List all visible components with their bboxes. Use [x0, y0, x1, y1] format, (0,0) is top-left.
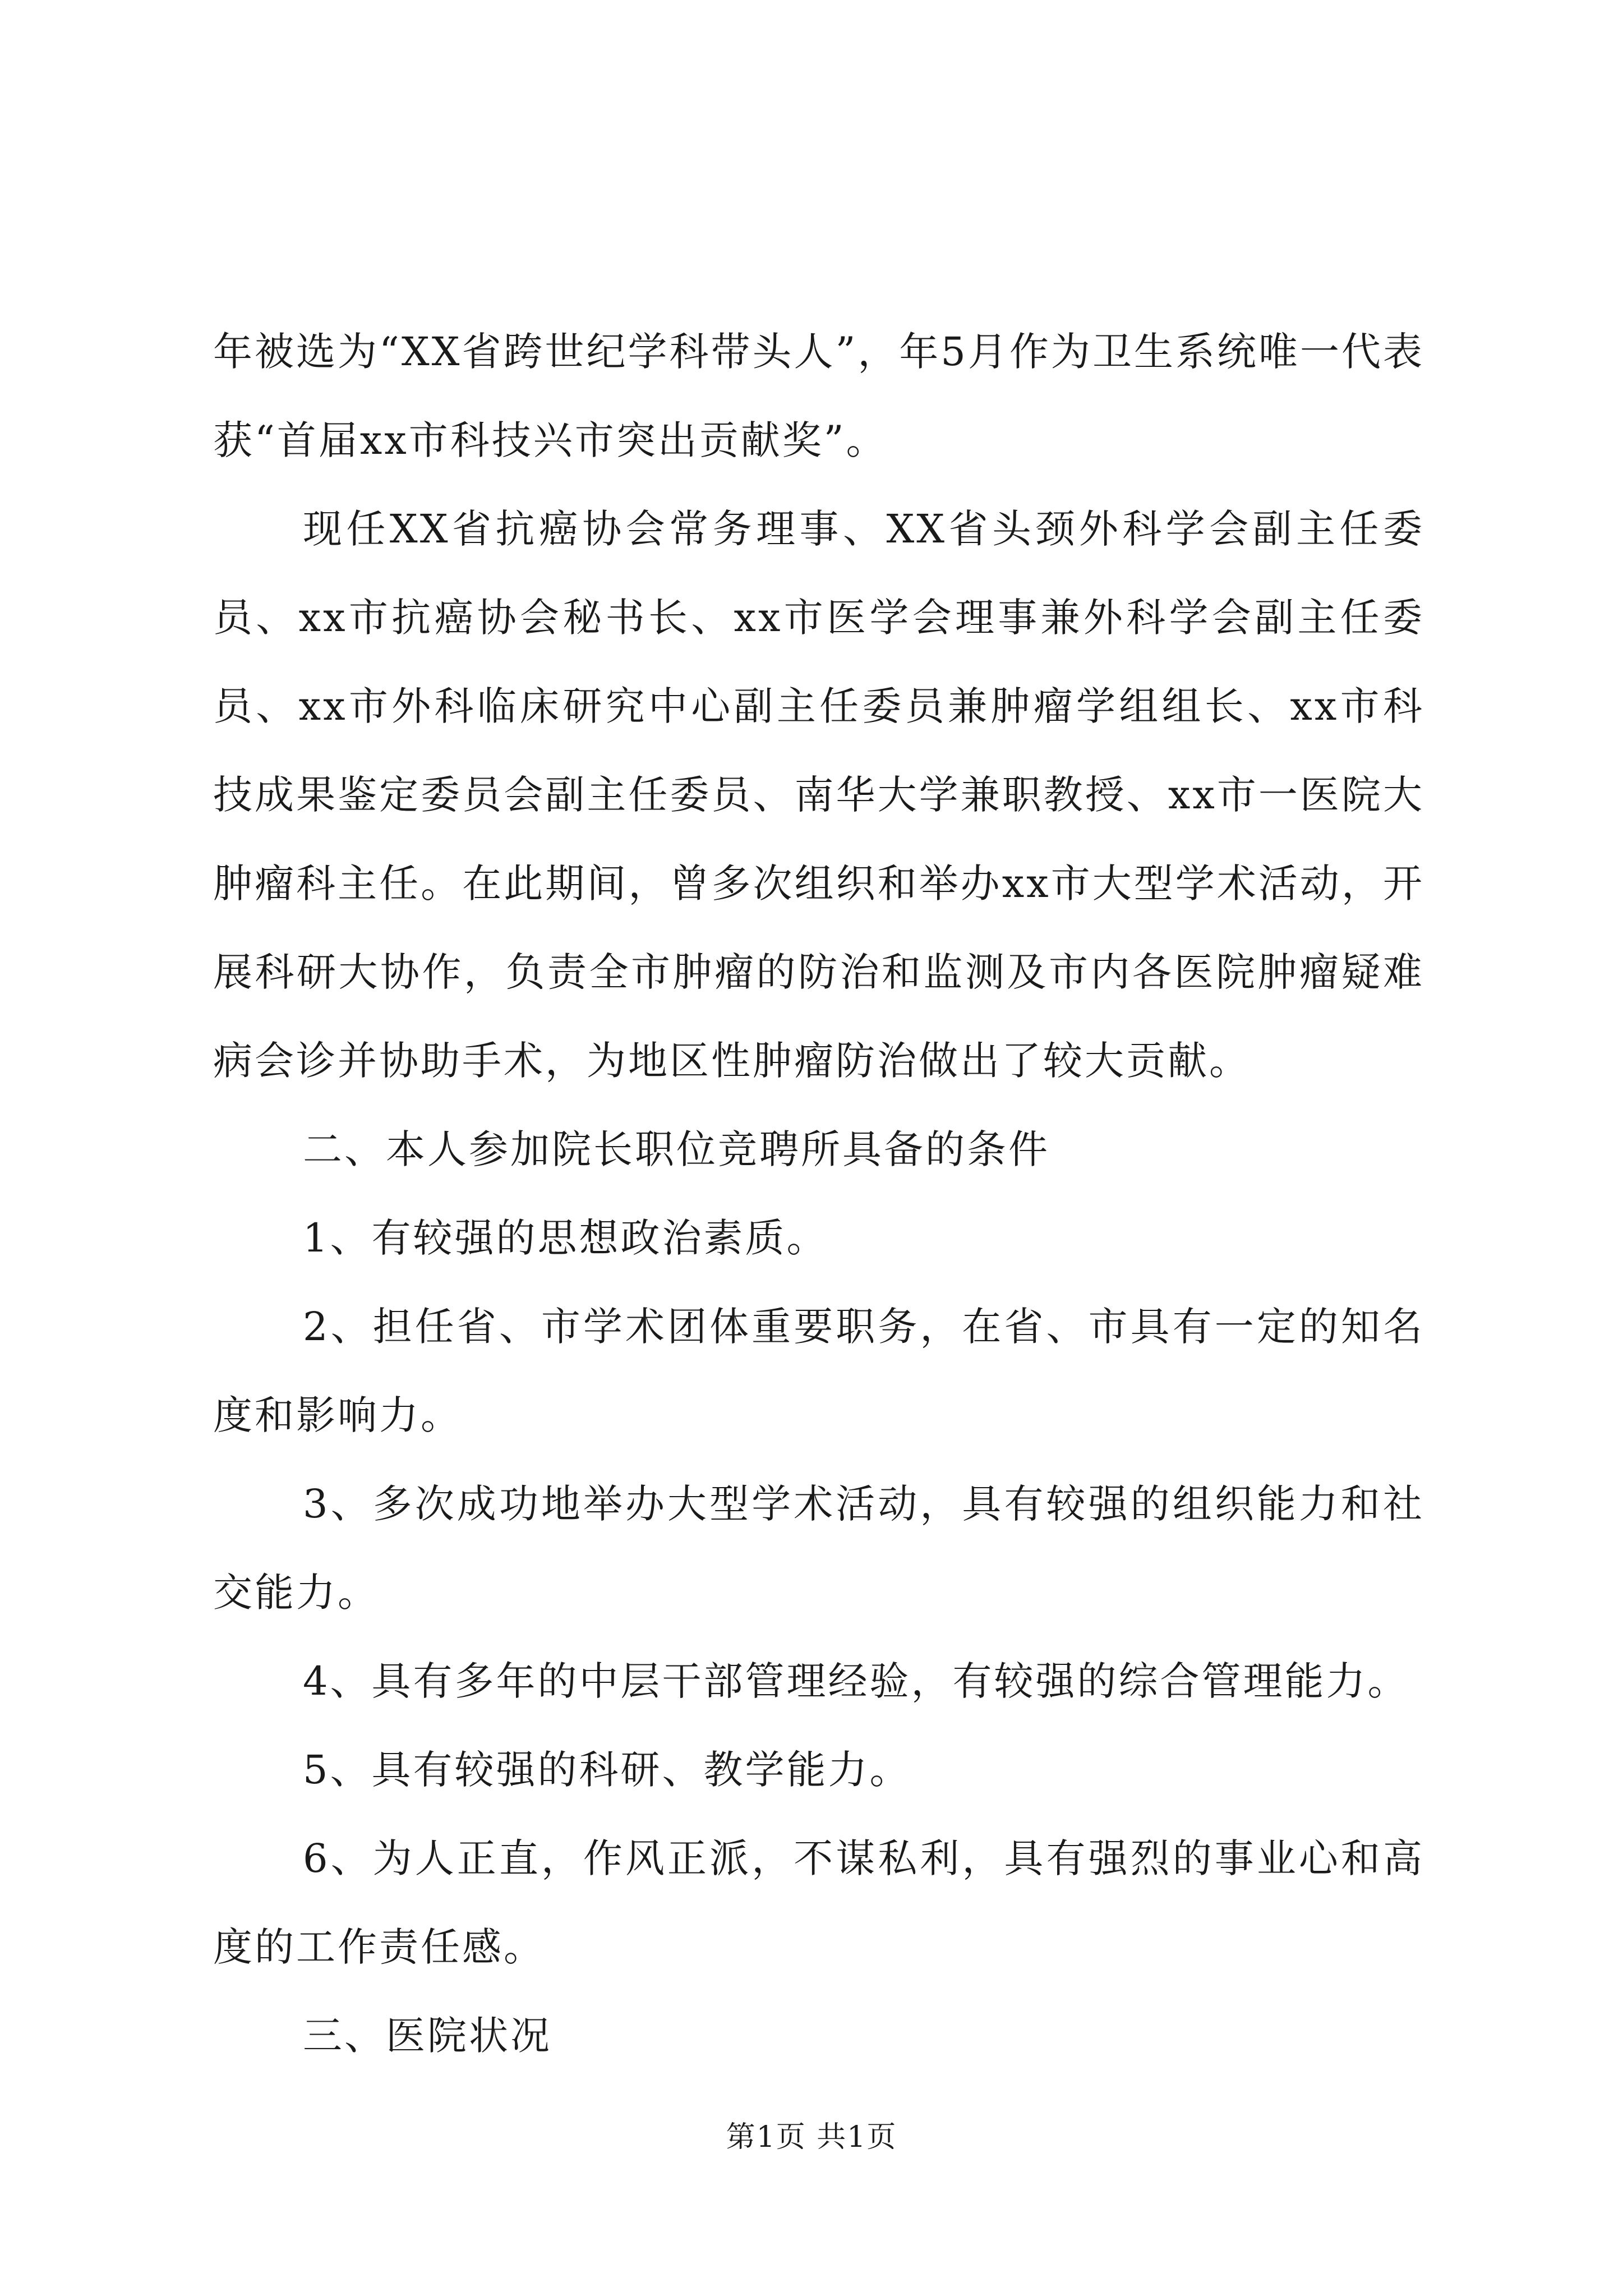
list-item-4: 4、具有多年的中层干部管理经验，有较强的综合管理能力。: [303, 1658, 1409, 1704]
list-item-2: 2、担任省、市学术团体重要职务，在省、市具有一定的知名度和影响力。: [213, 1304, 1424, 1438]
paragraph-continuation: 年被选为“XX省跨世纪学科带头人”，年5月作为卫生系统唯一代表获“首届xx市科技兴市突出贡献奖”。: [213, 329, 1424, 463]
paragraph-current-positions: 现任XX省抗癌协会常务理事、XX省头颈外科学会副主任委员、xx市抗癌协会秘书长、xx市医学会理事兼外科学会副主任委员、xx市外科临床研究中心副主任委员兼肿瘤学组组长、xx市科技成果鉴定委员会副主任委员、南华大学兼职教授、xx市一医院大肿瘤科主任。在此期间，曾多次组织和举办xx市大型学术活动，开展科研大协作，负责全市肿瘤的防治和监测及市内各医院肿瘤疑难病会诊并协助手术，为地区性肿瘤防治做出了较大贡献。: [213, 506, 1424, 1084]
section-heading-hospital-status: 三、医院状况: [303, 2013, 552, 2059]
document-body: [213, 307, 1424, 2080]
section-heading-conditions: 二、本人参加院长职位竞聘所具备的条件: [303, 1126, 1050, 1172]
page-footer: 第1页 共1页: [726, 2120, 897, 2154]
list-item-5: 5、具有较强的科研、教学能力。: [303, 1747, 911, 1793]
list-item-1: 1、有较强的思想政治素质。: [303, 1215, 828, 1261]
list-item-3: 3、多次成功地举办大型学术活动，具有较强的组织能力和社交能力。: [213, 1481, 1424, 1616]
list-item-6: 6、为人正直，作风正派，不谋私利，具有强烈的事业心和高度的工作责任感。: [213, 1835, 1424, 1970]
